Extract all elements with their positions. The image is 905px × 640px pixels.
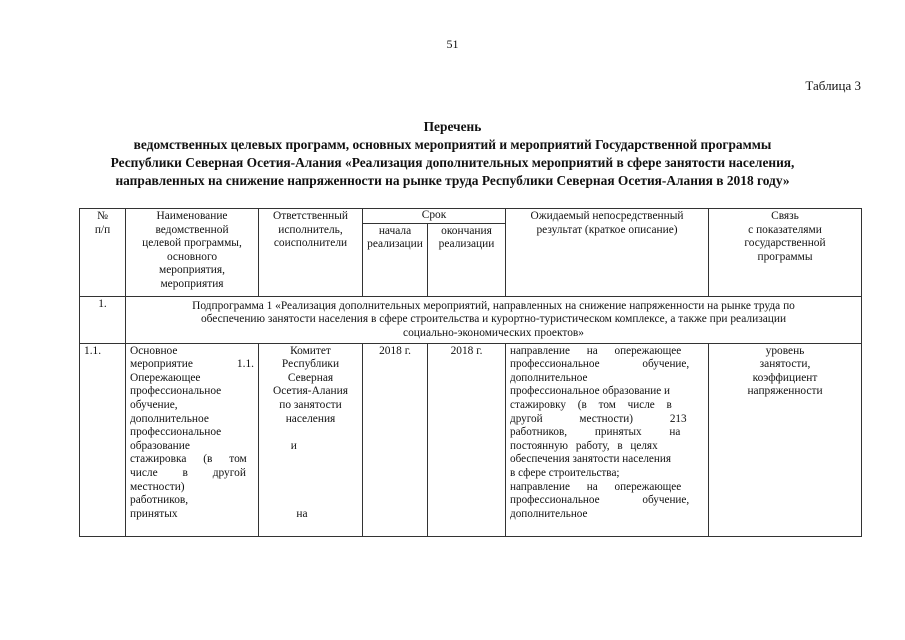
subprogram-num: 1. bbox=[80, 296, 126, 343]
header-num: № п/п bbox=[80, 209, 126, 297]
subprogram-title: Подпрограмма 1 «Реализация дополнительных мероприятий, направленных на снижение напряженности на рынке труда по обеспечению занятости населения в сфере строительства и курортно-туристическом комплексе, а также при реализации социально-экономических проектов» bbox=[126, 296, 862, 343]
header-name: Наименование ведомственной целевой программы, основного мероприятия, мероприятия bbox=[126, 209, 259, 297]
title-line: Перечень bbox=[423, 119, 482, 134]
title-line: Республики Северная Осетия-Алания «Реализация дополнительных мероприятий в сфере занятости населения, bbox=[110, 155, 795, 170]
header-term: Срок bbox=[363, 209, 506, 224]
row-link: уровень занятости, коэффициент напряженности bbox=[709, 343, 862, 536]
header-result: Ожидаемый непосредственный результат (краткое описание) bbox=[506, 209, 709, 297]
header-row bbox=[80, 209, 862, 224]
header-responsible: Ответственный исполнитель, соисполнители bbox=[259, 209, 363, 297]
table-label: Таблица 3 bbox=[805, 78, 861, 93]
header-end: окончания реализации bbox=[428, 223, 506, 296]
header-link: Связь с показателями государственной программы bbox=[709, 209, 862, 297]
title-line: ведомственных целевых программ, основных мероприятий и мероприятий Государственной программы bbox=[133, 137, 772, 152]
header-start: начала реализации bbox=[363, 223, 428, 296]
row-num: 1.1. bbox=[80, 343, 126, 536]
document-title bbox=[40, 118, 865, 190]
row-end: 2018 г. bbox=[428, 343, 506, 536]
subprogram-row bbox=[80, 296, 862, 343]
program-table bbox=[79, 208, 862, 537]
row-name: Основное мероприятие 1.1. Опережающее профессиональное обучение, дополнительное профессиональное образование и стажировка (в том числе в другой местности) работников, принятых на bbox=[126, 343, 259, 536]
title-line: направленных на снижение напряженности на рынке труда Республики Северная Осетия-Алания в 2018 году» bbox=[115, 173, 790, 188]
page-number: 51 bbox=[446, 37, 459, 51]
row-responsible: Комитет Республики Северная Осетия-Алания по занятости населения bbox=[259, 343, 363, 536]
table-row bbox=[80, 343, 862, 536]
row-start: 2018 г. bbox=[363, 343, 428, 536]
row-result: направление на опережающее профессиональное обучение, дополнительное профессиональное образование и стажировку (в том числе в другой местности) 213 работников, принятых на постоянную работу, в целях обеспечения занятости населения в сфере строительства; направление на опережающее профессиональное обучение, дополнительное bbox=[506, 343, 709, 536]
